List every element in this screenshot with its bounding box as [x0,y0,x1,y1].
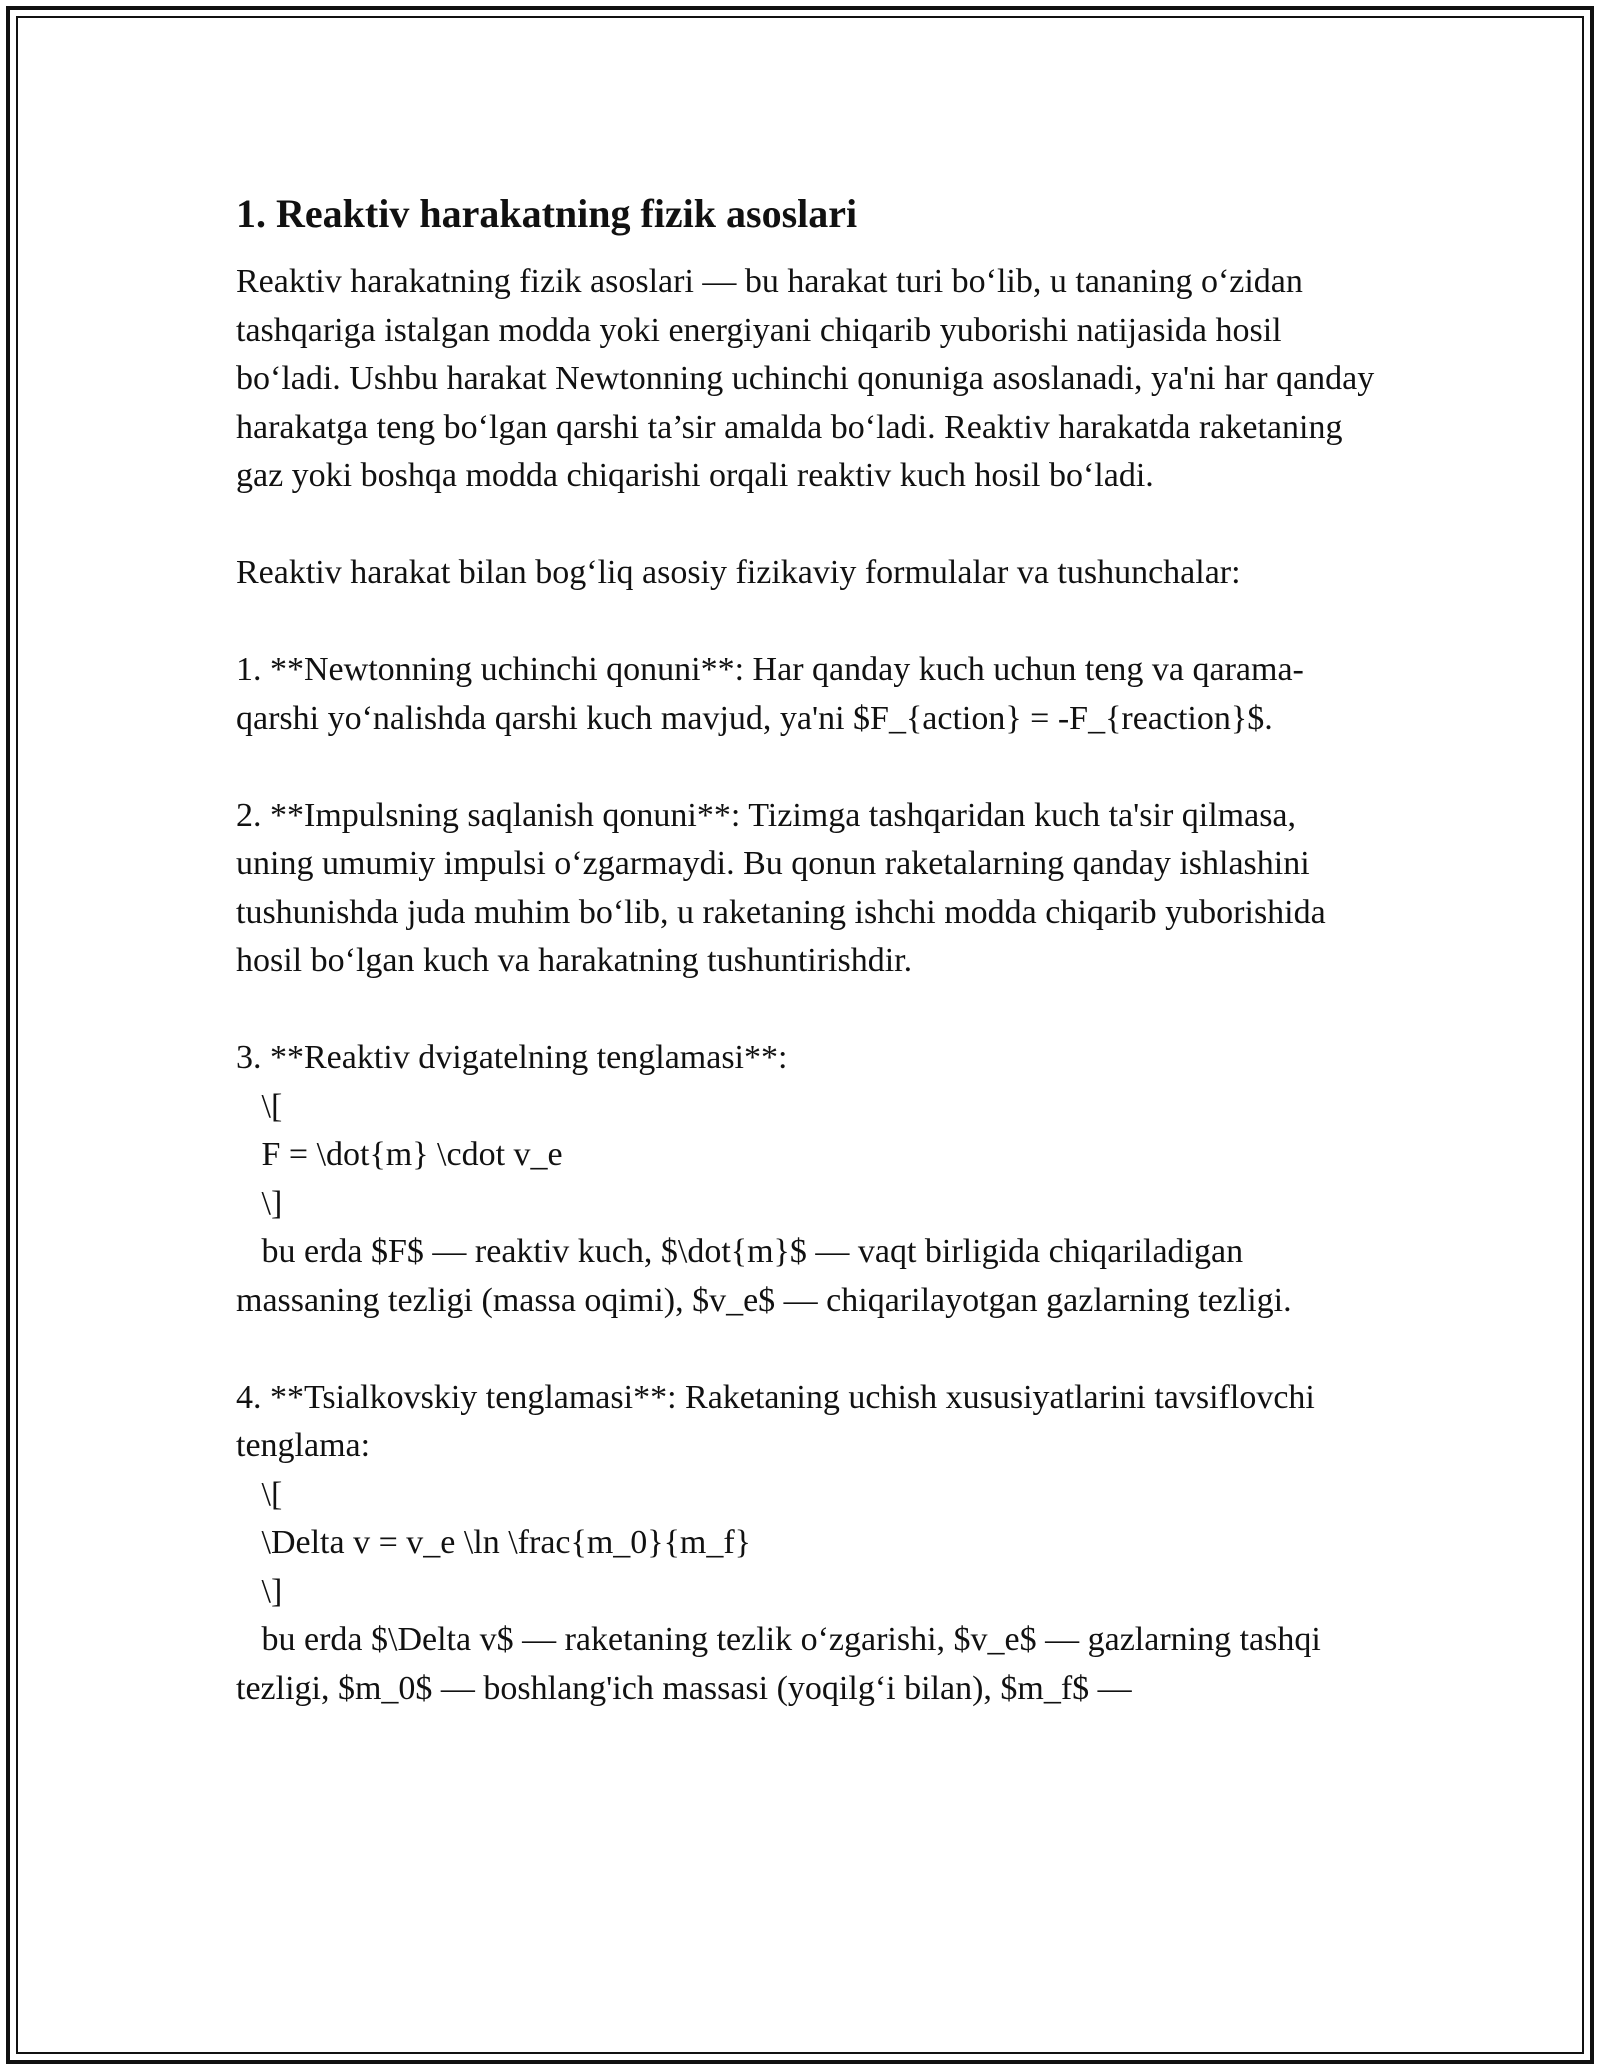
intro-paragraph: Reaktiv harakatning fizik asoslari — bu harakat turi bo‘lib, u tananing o‘zidan tashqariga istalgan modda yoki energiyani chiqarib yuborishi natijasida hosil bo‘ladi. Ushbu harakat Newtonning uchinchi qonuniga asoslanadi, ya'ni har qanday harakatga teng bo‘lgan qarshi ta’sir amalda bo‘ladi. Reaktiv harakatda raketaning gaz yoki boshqa modda chiqarishi orqali reaktiv kuch hosil bo‘ladi. [236,263,1375,494]
list-item-momentum-conservation: 2. **Impulsning saqlanish qonuni**: Tizimga tashqaridan kuch ta'sir qilmasa, uning umumiy impulsi o‘zgarmaydi. Bu qonun raketalarning qanday ishlashini tushunishda juda muhim bo‘lib, u raketaning ishchi modda chiqarib yuborishida hosil bo‘lgan kuch va harakatning tushuntirishdir. [236,796,1326,979]
section-heading: 1. Reaktiv harakatning fizik asoslari [236,191,858,236]
list-intro: Reaktiv harakat bilan bog‘liq asosiy fizikaviy formulalar va tushunchalar: [236,554,1241,591]
list-item-tsiolkovsky-equation: 4. **Tsialkovskiy tenglamasi**: Raketaning uchish xususiyatlarini tavsiflovchi tenglama: \[ \Delta v = v_e \ln \frac{m_0}{m_f} \] bu erda $\Delta v$ — raketaning tezlik o‘zgarishi, $v_e$ — gazlarning tashqi tezligi, $m_0$ — boshlang'ich massasi (yoqilg‘i bilan), $m_f$ — [236,1378,1321,1707]
list-item-newton-third-law: 1. **Newtonning uchinchi qonuni**: Har qanday kuch uchun teng va qarama-qarshi yo‘nalishda qarshi kuch mavjud, ya'ni $F_{action} = -F_{reaction}$. [236,651,1304,737]
list-item-reactive-engine-equation: 3. **Reaktiv dvigatelning tenglamasi**: \[ F = \dot{m} \cdot v_e \] bu erda $F$ — reaktiv kuch, $\dot{m}$ — vaqt birligida chiqariladigan massaning tezligi (massa oqimi), $v_e$ — chiqarilayotgan gazlarning tezligi. [236,1039,1292,1319]
document-body [236,186,1376,1713]
